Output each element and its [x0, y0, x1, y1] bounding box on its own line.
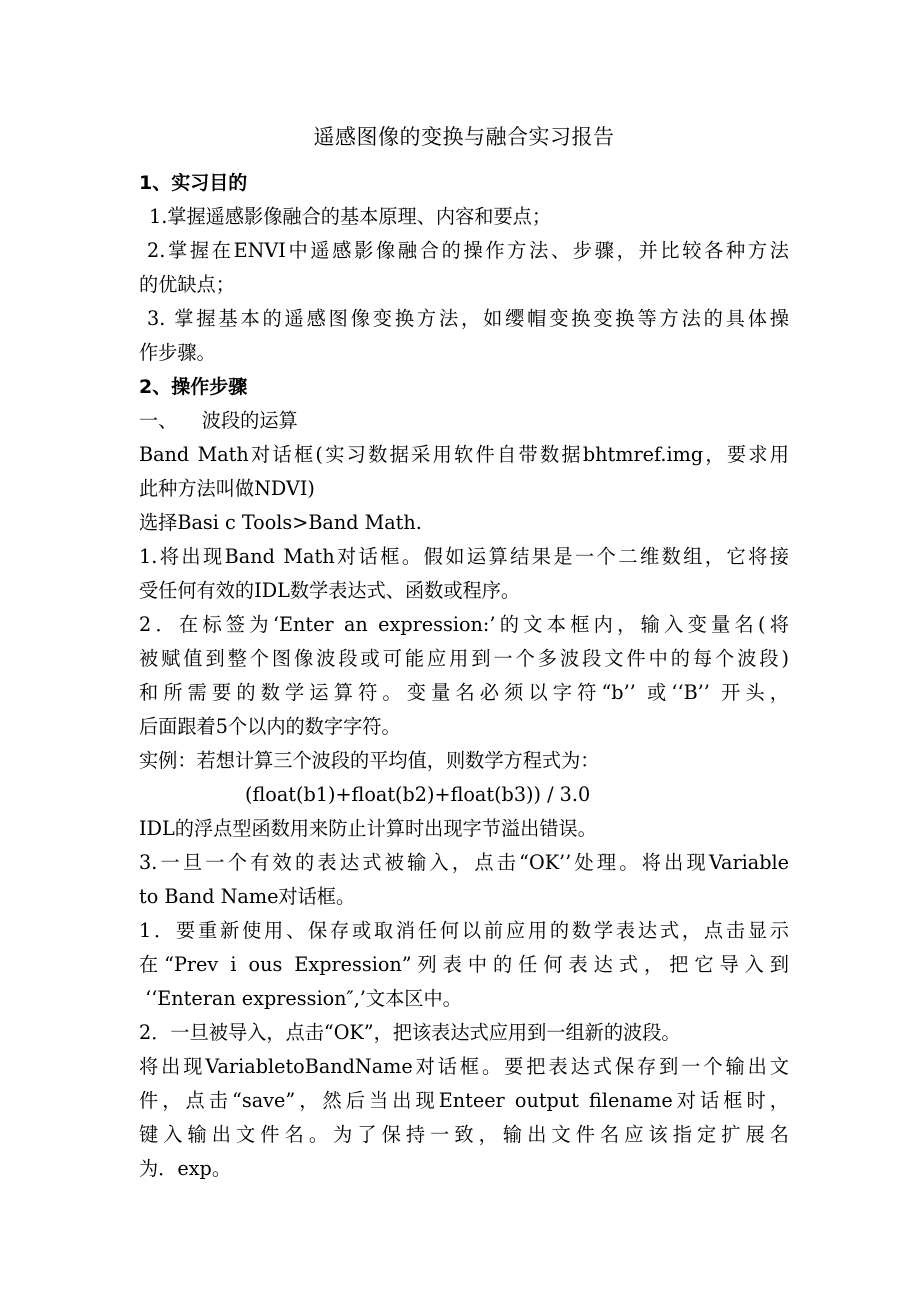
paragraph-line: 后面跟着5个以内的数字字符。	[139, 715, 401, 738]
document-page	[139, 120, 789, 1186]
paragraph-line: 2．一旦被导入，点击“OK”，把该表达式应用到一组新的波段。	[139, 1021, 681, 1044]
paragraph-line: 2.掌握在ENVI中遥感影像融合的操作方法、步骤，并比较各种方法	[147, 239, 789, 262]
paragraph-line: 被赋值到整个图像波段或可能应用到一个多波段文件中的每个波段)	[139, 647, 789, 670]
paragraph-line: 1.掌握遥感影像融合的基本原理、内容和要点；	[149, 205, 552, 228]
section-heading-purpose: 1、实习目的	[139, 172, 248, 194]
paragraph-line: 和所需要的数学运算符。变量名必须以字符“b’’ 或‘‘B’’ 开头，	[139, 681, 789, 704]
paragraph-line: 2．在标签为‘Enter an expression:’的文本框内，输入变量名(将	[139, 613, 789, 636]
paragraph-line: 键入输出文件名。为了保持一致，输出文件名应该指定扩展名	[139, 1123, 789, 1146]
paragraph-line: 将出现VariabletoBandName对话框。要把表达式保存到一个输出文	[139, 1055, 789, 1078]
paragraph-line: 为．exp。	[139, 1157, 232, 1180]
document-title: 遥感图像的变换与融合实习报告	[313, 125, 615, 149]
paragraph-line: ‘‘Enteran expression″,’文本区中。	[139, 987, 462, 1010]
paragraph-line: IDL的浮点型函数用来防止计算时出现字节溢出错误。	[139, 817, 597, 840]
paragraph-line: 的优缺点；	[139, 273, 235, 296]
paragraph-line: 件，点击“save”，然后当出现Enteer output filename对话框时，	[139, 1089, 789, 1112]
subsection-heading: 一、 波段的运算	[139, 409, 298, 432]
paragraph-line: 3. 掌握基本的遥感图像变换方法，如缨帽变换变换等方法的具体操	[147, 307, 789, 330]
formula-line: (float(b1)+float(b2)+float(b3)) / 3.0	[245, 783, 591, 806]
paragraph-line: 在“Prev i ous Expression”列表中的任何表达式，把它导入到	[139, 953, 789, 976]
paragraph-line: 此种方法叫做NDVI)	[139, 477, 315, 500]
paragraph-line: 1.将出现Band Math对话框。假如运算结果是一个二维数组，它将接	[139, 545, 789, 568]
paragraph-line: 受任何有效的IDL数学表达式、函数或程序。	[139, 579, 521, 602]
paragraph-line: Band Math对话框(实习数据采用软件自带数据bhtmref.img，要求用	[139, 443, 789, 466]
paragraph-line: 1．要重新使用、保存或取消任何以前应用的数学表达式，点击显示	[139, 919, 789, 942]
paragraph-line: to Band Name对话框。	[139, 885, 356, 908]
paragraph-line: 实例：若想计算三个波段的平均值，则数学方程式为：	[139, 749, 600, 772]
paragraph-line: 3.一旦一个有效的表达式被输入，点击“OK’’处理。将出现Variable	[139, 851, 789, 874]
paragraph-line: 选择Basi c Tools>Band Math.	[139, 511, 422, 534]
paragraph-line: 作步骤。	[139, 341, 216, 364]
section-heading-steps: 2、操作步骤	[139, 376, 248, 398]
